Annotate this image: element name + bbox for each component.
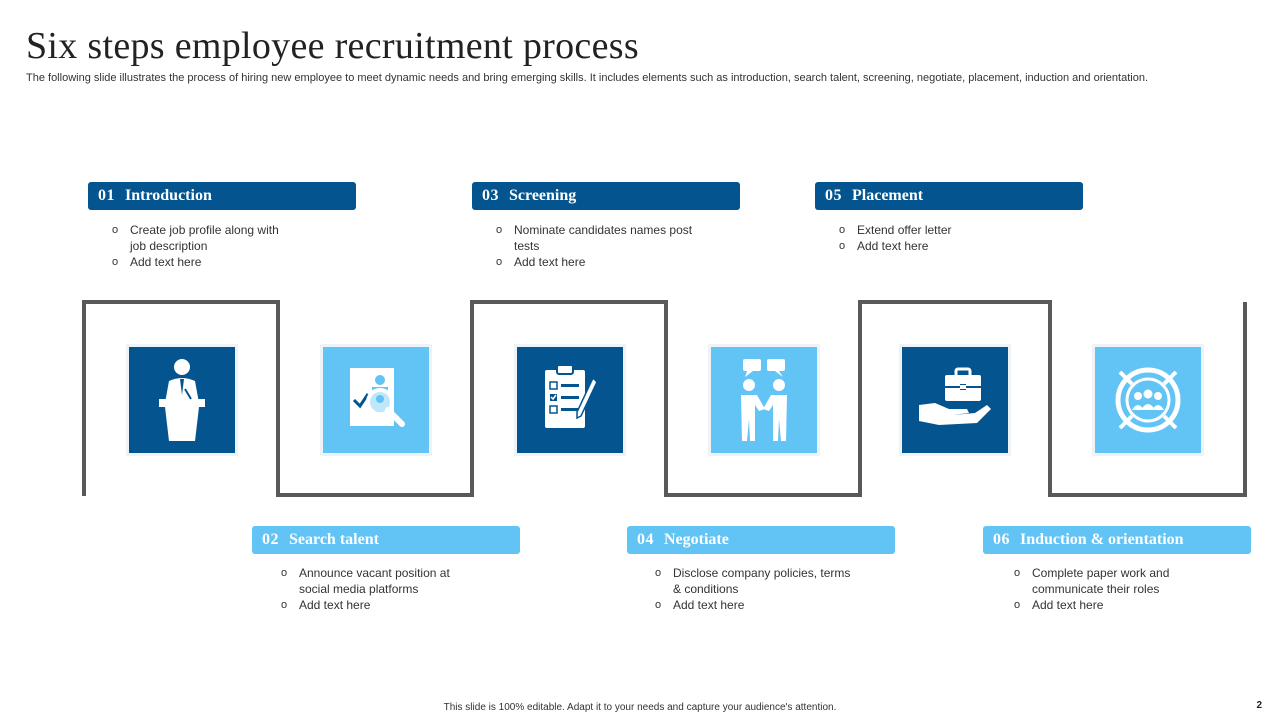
step-04-bullet: o Disclose company policies, terms & conditions [655,565,855,597]
page-number: 2 [1256,700,1262,711]
step-05-title: Placement [852,187,924,204]
page-title: Six steps employee recruitment process [26,25,639,67]
step-05-icon-box [902,347,1008,453]
step-04-bullet: o Add text here [655,597,855,613]
step-02-title: Search talent [289,531,379,548]
step-02-icon-box [323,347,429,453]
step-02-number: 02 [262,531,279,548]
step-05-bullet: o Add text here [839,238,1039,254]
step-03-number: 03 [482,187,499,204]
step-03-icon-box [517,347,623,453]
step-06-bullets [1014,565,1214,613]
step-03-bullet: o Nominate candidates names post tests [496,222,696,254]
step-02-header [252,526,520,554]
step-06-bullet: o Add text here [1014,597,1214,613]
step-01-bullet: o Add text here [112,254,282,270]
step-02-bullet: o Add text here [281,597,481,613]
step-04-title: Negotiate [664,531,729,548]
step-01-bullet: o Create job profile along with job description [112,222,282,254]
team-circle-icon [1108,360,1188,440]
step-04-icon-box [711,347,817,453]
step-04-number: 04 [637,531,654,548]
step-01-title: Introduction [125,187,212,204]
page-subtitle: The following slide illustrates the process of hiring new employee to meet dynamic needs and bring emerging skills. It includes elements such as introduction, search talent, screening, negotiate, placement, induction and orientation. [26,72,1149,84]
step-06-title: Induction & orientation [1020,531,1184,548]
step-06-bullet: o Complete paper work and communicate their roles [1014,565,1214,597]
step-04-bullets [655,565,855,613]
step-05-number: 05 [825,187,842,204]
step-03-bullet: o Add text here [496,254,696,270]
step-06-number: 06 [993,531,1010,548]
step-01-number: 01 [98,187,115,204]
step-04-header [627,526,895,554]
step-01-icon-box [129,347,235,453]
step-02-bullet: o Announce vacant position at social media platforms [281,565,481,597]
footer-note: This slide is 100% editable. Adapt it to your needs and capture your audience's attention. [443,702,837,713]
step-03-title: Screening [509,187,577,204]
hand-briefcase-icon [915,365,995,435]
resume-search-icon [336,360,416,440]
handshake-discussion-icon [729,355,799,445]
step-02-bullets [281,565,481,613]
step-06-header [983,526,1251,554]
step-06-icon-box [1095,347,1201,453]
clipboard-checklist-icon [535,360,605,440]
speaker-podium-icon [147,355,217,445]
step-05-bullet: o Extend offer letter [839,222,1039,238]
